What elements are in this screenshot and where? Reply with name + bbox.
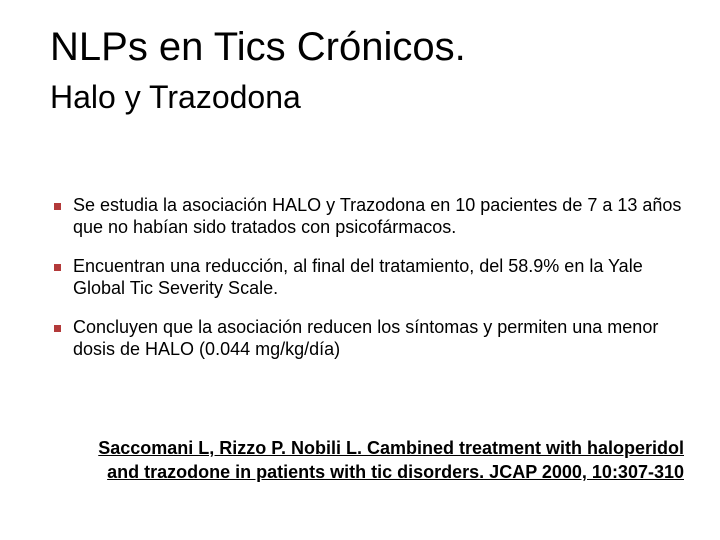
title-block: [50, 24, 690, 116]
square-bullet-icon: [54, 203, 61, 210]
square-bullet-icon: [54, 264, 61, 271]
citation-reference: Saccomani L, Rizzo P. Nobili L. Cambined treatment with haloperidol and trazodone in patients with tic disorders. JCAP 2000, 10:307-310: [98, 438, 684, 482]
bullet-text: Se estudia la asociación HALO y Trazodona en 10 pacientes de 7 a 13 años que no habían sido tratados con psicofármacos.: [73, 195, 682, 237]
slide-subtitle: Halo y Trazodona: [50, 79, 301, 115]
bullet-item: [52, 194, 682, 238]
bullet-text: Concluyen que la asociación reducen los síntomas y permiten una menor dosis de HALO (0.044 mg/kg/día): [73, 317, 659, 359]
square-bullet-icon: [54, 325, 61, 332]
bullet-list: [52, 194, 682, 377]
bullet-item: [52, 316, 682, 360]
bullet-item: [52, 255, 682, 299]
bullet-text: Encuentran una reducción, al final del tratamiento, del 58.9% en la Yale Global Tic Severity Scale.: [73, 256, 643, 298]
slide-title: NLPs en Tics Crónicos.: [50, 25, 466, 69]
